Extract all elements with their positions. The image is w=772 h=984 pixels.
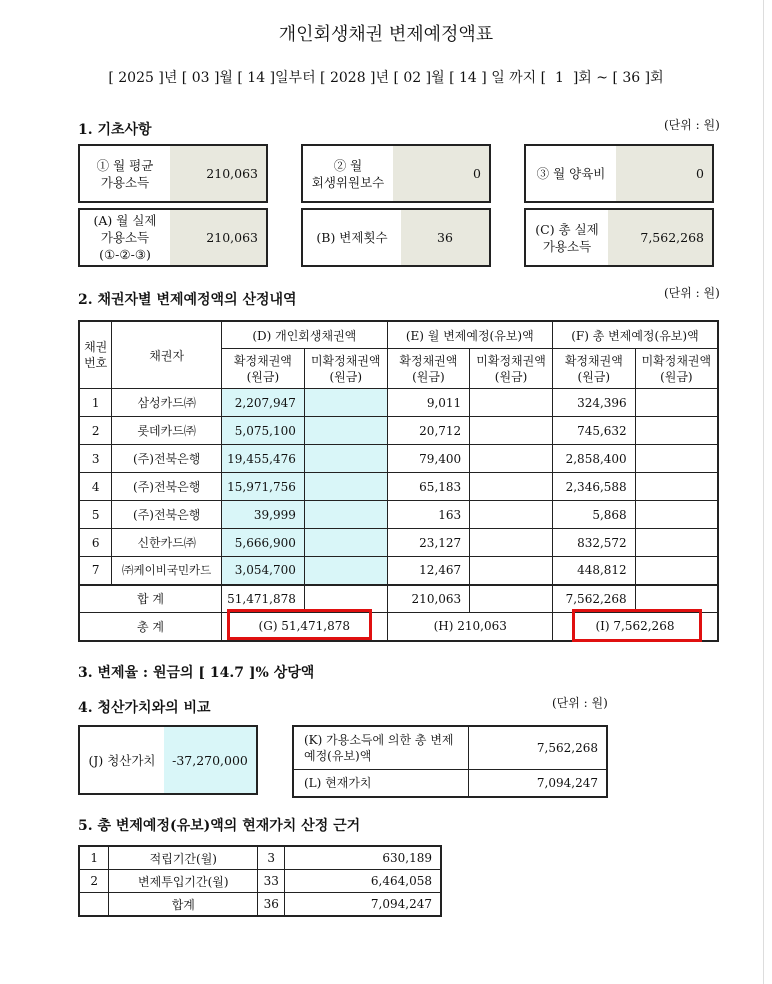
row-creditor: 신한카드㈜ <box>112 529 222 557</box>
page-title: 개인회생채권 변제예정액표 <box>278 24 494 45</box>
row-f-unconfirmed <box>635 473 718 501</box>
box-label: (B) 변제횟수 <box>316 230 388 245</box>
box-label: ② 월 회생위원보수 <box>311 157 385 190</box>
box-label: ① 월 평균 가용소득 <box>96 157 154 190</box>
liquidation-value: -37,270,000 <box>164 727 256 793</box>
pv-months: 36 <box>258 893 285 917</box>
row-f-confirmed: 2,858,400 <box>552 445 635 473</box>
subtotal-e-unconfirmed <box>470 585 553 613</box>
section3-heading: 3. 변제율 : 원금의 [ 14.7 ]% 상당액 <box>78 665 315 681</box>
box-value: 210,063 <box>170 146 266 201</box>
header-f-unconfirmed: 미확정채권액 (원금) <box>635 349 718 389</box>
row-f-unconfirmed <box>635 529 718 557</box>
header-e-confirmed: 확정채권액 (원금) <box>387 349 470 389</box>
pv-label: 적립기간(월) <box>109 846 258 870</box>
row-f-confirmed: 5,868 <box>552 501 635 529</box>
header-f-confirmed: 확정채권액 (원금) <box>552 349 635 389</box>
row-e-confirmed: 9,011 <box>387 389 470 417</box>
k-label: (K) 가용소득에 의한 총 변제 예정(유보)액 <box>293 726 469 769</box>
pv-label: 합계 <box>109 893 258 917</box>
row-d-confirmed: 3,054,700 <box>221 557 304 585</box>
row-e-confirmed: 23,127 <box>387 529 470 557</box>
row-f-unconfirmed <box>635 557 718 585</box>
table-row <box>79 529 718 557</box>
row-d-confirmed: 5,666,900 <box>221 529 304 557</box>
row-creditor: (주)전북은행 <box>112 445 222 473</box>
subtotal-f: 7,562,268 <box>552 585 635 613</box>
liquidation-value-box <box>78 725 258 795</box>
row-no: 6 <box>79 529 112 557</box>
total-h: (H) 210,063 <box>387 613 552 641</box>
box-label: (A) 월 실제 가용소득 (①-②-③) <box>93 213 157 262</box>
row-f-confirmed: 745,632 <box>552 417 635 445</box>
l-label: (L) 현재가치 <box>293 769 469 797</box>
row-no: 1 <box>79 389 112 417</box>
header-d: (D) 개인회생채권액 <box>221 321 387 349</box>
box-label: (C) 총 실제 가용소득 <box>535 221 599 254</box>
comparison-table <box>292 725 608 798</box>
table-row <box>79 501 718 529</box>
row-d-unconfirmed <box>304 445 387 473</box>
section1-heading: 1. 기초사항 <box>78 122 152 138</box>
table-row <box>79 846 441 870</box>
row-e-unconfirmed <box>470 501 553 529</box>
pv-months: 33 <box>258 870 285 893</box>
table-row <box>79 389 718 417</box>
pv-no: 2 <box>79 870 109 893</box>
l-value: 7,094,247 <box>469 769 607 797</box>
pv-amount: 6,464,058 <box>285 870 441 893</box>
section5-heading: 5. 총 변제예정(유보)액의 현재가치 산정 근거 <box>78 818 361 834</box>
row-f-confirmed: 2,346,588 <box>552 473 635 501</box>
subtotal-d: 51,471,878 <box>221 585 304 613</box>
row-e-unconfirmed <box>470 445 553 473</box>
row-f-confirmed: 832,572 <box>552 529 635 557</box>
row-d-unconfirmed <box>304 389 387 417</box>
box-actual-monthly-income <box>78 208 268 267</box>
row-d-unconfirmed <box>304 501 387 529</box>
row-no: 4 <box>79 473 112 501</box>
row-e-unconfirmed <box>470 417 553 445</box>
row-d-unconfirmed <box>304 417 387 445</box>
row-d-confirmed: 5,075,100 <box>221 417 304 445</box>
table-row <box>79 893 441 917</box>
present-value-table-wrap <box>78 845 442 917</box>
row-d-confirmed: 2,207,947 <box>221 389 304 417</box>
row-no: 2 <box>79 417 112 445</box>
box-repayment-count <box>301 208 491 267</box>
row-f-unconfirmed <box>635 417 718 445</box>
row-e-confirmed: 163 <box>387 501 470 529</box>
header-f: (F) 총 변제예정(유보)액 <box>552 321 718 349</box>
total-g: (G) 51,471,878 <box>221 613 387 641</box>
row-f-confirmed: 324,396 <box>552 389 635 417</box>
box-trustee-fee <box>301 144 491 203</box>
header-e-unconfirmed: 미확정채권액 (원금) <box>470 349 553 389</box>
row-f-unconfirmed <box>635 445 718 473</box>
pv-amount: 7,094,247 <box>285 893 441 917</box>
pv-months: 3 <box>258 846 285 870</box>
header-d-unconfirmed: 미확정채권액 (원금) <box>304 349 387 389</box>
row-d-unconfirmed <box>304 529 387 557</box>
section1-unit: (단위 : 원) <box>664 118 720 132</box>
row-no: 3 <box>79 445 112 473</box>
row-d-unconfirmed <box>304 557 387 585</box>
table-row <box>79 417 718 445</box>
highlight-total-g <box>227 609 372 640</box>
row-f-unconfirmed <box>635 501 718 529</box>
row-d-confirmed: 15,971,756 <box>221 473 304 501</box>
box-value: 0 <box>393 146 489 201</box>
row-e-unconfirmed <box>470 389 553 417</box>
repayment-period: [ 2025 ]년 [ 03 ]월 [ 14 ]일부터 [ 2028 ]년 [ 02 ]월 [ 14 ] 일 까지 [ 1 ]회 ~ [ 36 ]회 <box>108 70 664 86</box>
box-value: 0 <box>616 146 712 201</box>
box-value: 7,562,268 <box>608 210 712 265</box>
row-creditor: ㈜케이비국민카드 <box>112 557 222 585</box>
row-e-confirmed: 20,712 <box>387 417 470 445</box>
section4-unit: (단위 : 원) <box>552 696 608 710</box>
section4-heading: 4. 청산가치와의 비교 <box>78 700 211 716</box>
box-total-actual-income <box>524 208 714 267</box>
page-edge <box>763 0 764 984</box>
creditor-table-wrap <box>78 320 719 642</box>
pv-no: 1 <box>79 846 109 870</box>
row-d-unconfirmed <box>304 473 387 501</box>
box-value: 36 <box>401 210 489 265</box>
table-row <box>79 473 718 501</box>
total-i: (I) 7,562,268 <box>552 613 718 641</box>
section2-unit: (단위 : 원) <box>664 286 720 300</box>
row-e-confirmed: 12,467 <box>387 557 470 585</box>
row-no: 5 <box>79 501 112 529</box>
row-e-unconfirmed <box>470 473 553 501</box>
row-e-unconfirmed <box>470 529 553 557</box>
row-d-confirmed: 39,999 <box>221 501 304 529</box>
creditor-table <box>78 320 719 642</box>
table-row <box>79 557 718 585</box>
pv-no <box>79 893 109 917</box>
present-value-table <box>78 845 442 917</box>
subtotal-e: 210,063 <box>387 585 470 613</box>
pv-label: 변제투입기간(월) <box>109 870 258 893</box>
row-f-unconfirmed <box>635 389 718 417</box>
box-label: ③ 월 양육비 <box>536 166 606 181</box>
box-child-support <box>524 144 714 203</box>
header-e: (E) 월 변제예정(유보)액 <box>387 321 552 349</box>
row-f-confirmed: 448,812 <box>552 557 635 585</box>
row-creditor: 롯데카드㈜ <box>112 417 222 445</box>
comparison-table-wrap <box>292 725 608 798</box>
header-creditor: 채권자 <box>112 321 222 389</box>
row-d-confirmed: 19,455,476 <box>221 445 304 473</box>
header-d-confirmed: 확정채권액 (원금) <box>221 349 304 389</box>
k-value: 7,562,268 <box>469 726 607 769</box>
pv-amount: 630,189 <box>285 846 441 870</box>
box-value: 210,063 <box>170 210 266 265</box>
liquidation-value-label: (J) 청산가치 <box>88 752 156 768</box>
row-creditor: 삼성카드㈜ <box>112 389 222 417</box>
highlight-total-i <box>572 609 702 642</box>
header-no: 채권 번호 <box>79 321 112 389</box>
row-e-confirmed: 65,183 <box>387 473 470 501</box>
subtotal-label: 합 계 <box>79 585 221 613</box>
row-e-unconfirmed <box>470 557 553 585</box>
row-creditor: (주)전북은행 <box>112 473 222 501</box>
section2-heading: 2. 채권자별 변제예정액의 산정내역 <box>78 292 297 308</box>
box-monthly-avg-income <box>78 144 268 203</box>
row-no: 7 <box>79 557 112 585</box>
total-label: 총 계 <box>79 613 221 641</box>
table-row <box>79 870 441 893</box>
row-e-confirmed: 79,400 <box>387 445 470 473</box>
table-row <box>79 445 718 473</box>
row-creditor: (주)전북은행 <box>112 501 222 529</box>
